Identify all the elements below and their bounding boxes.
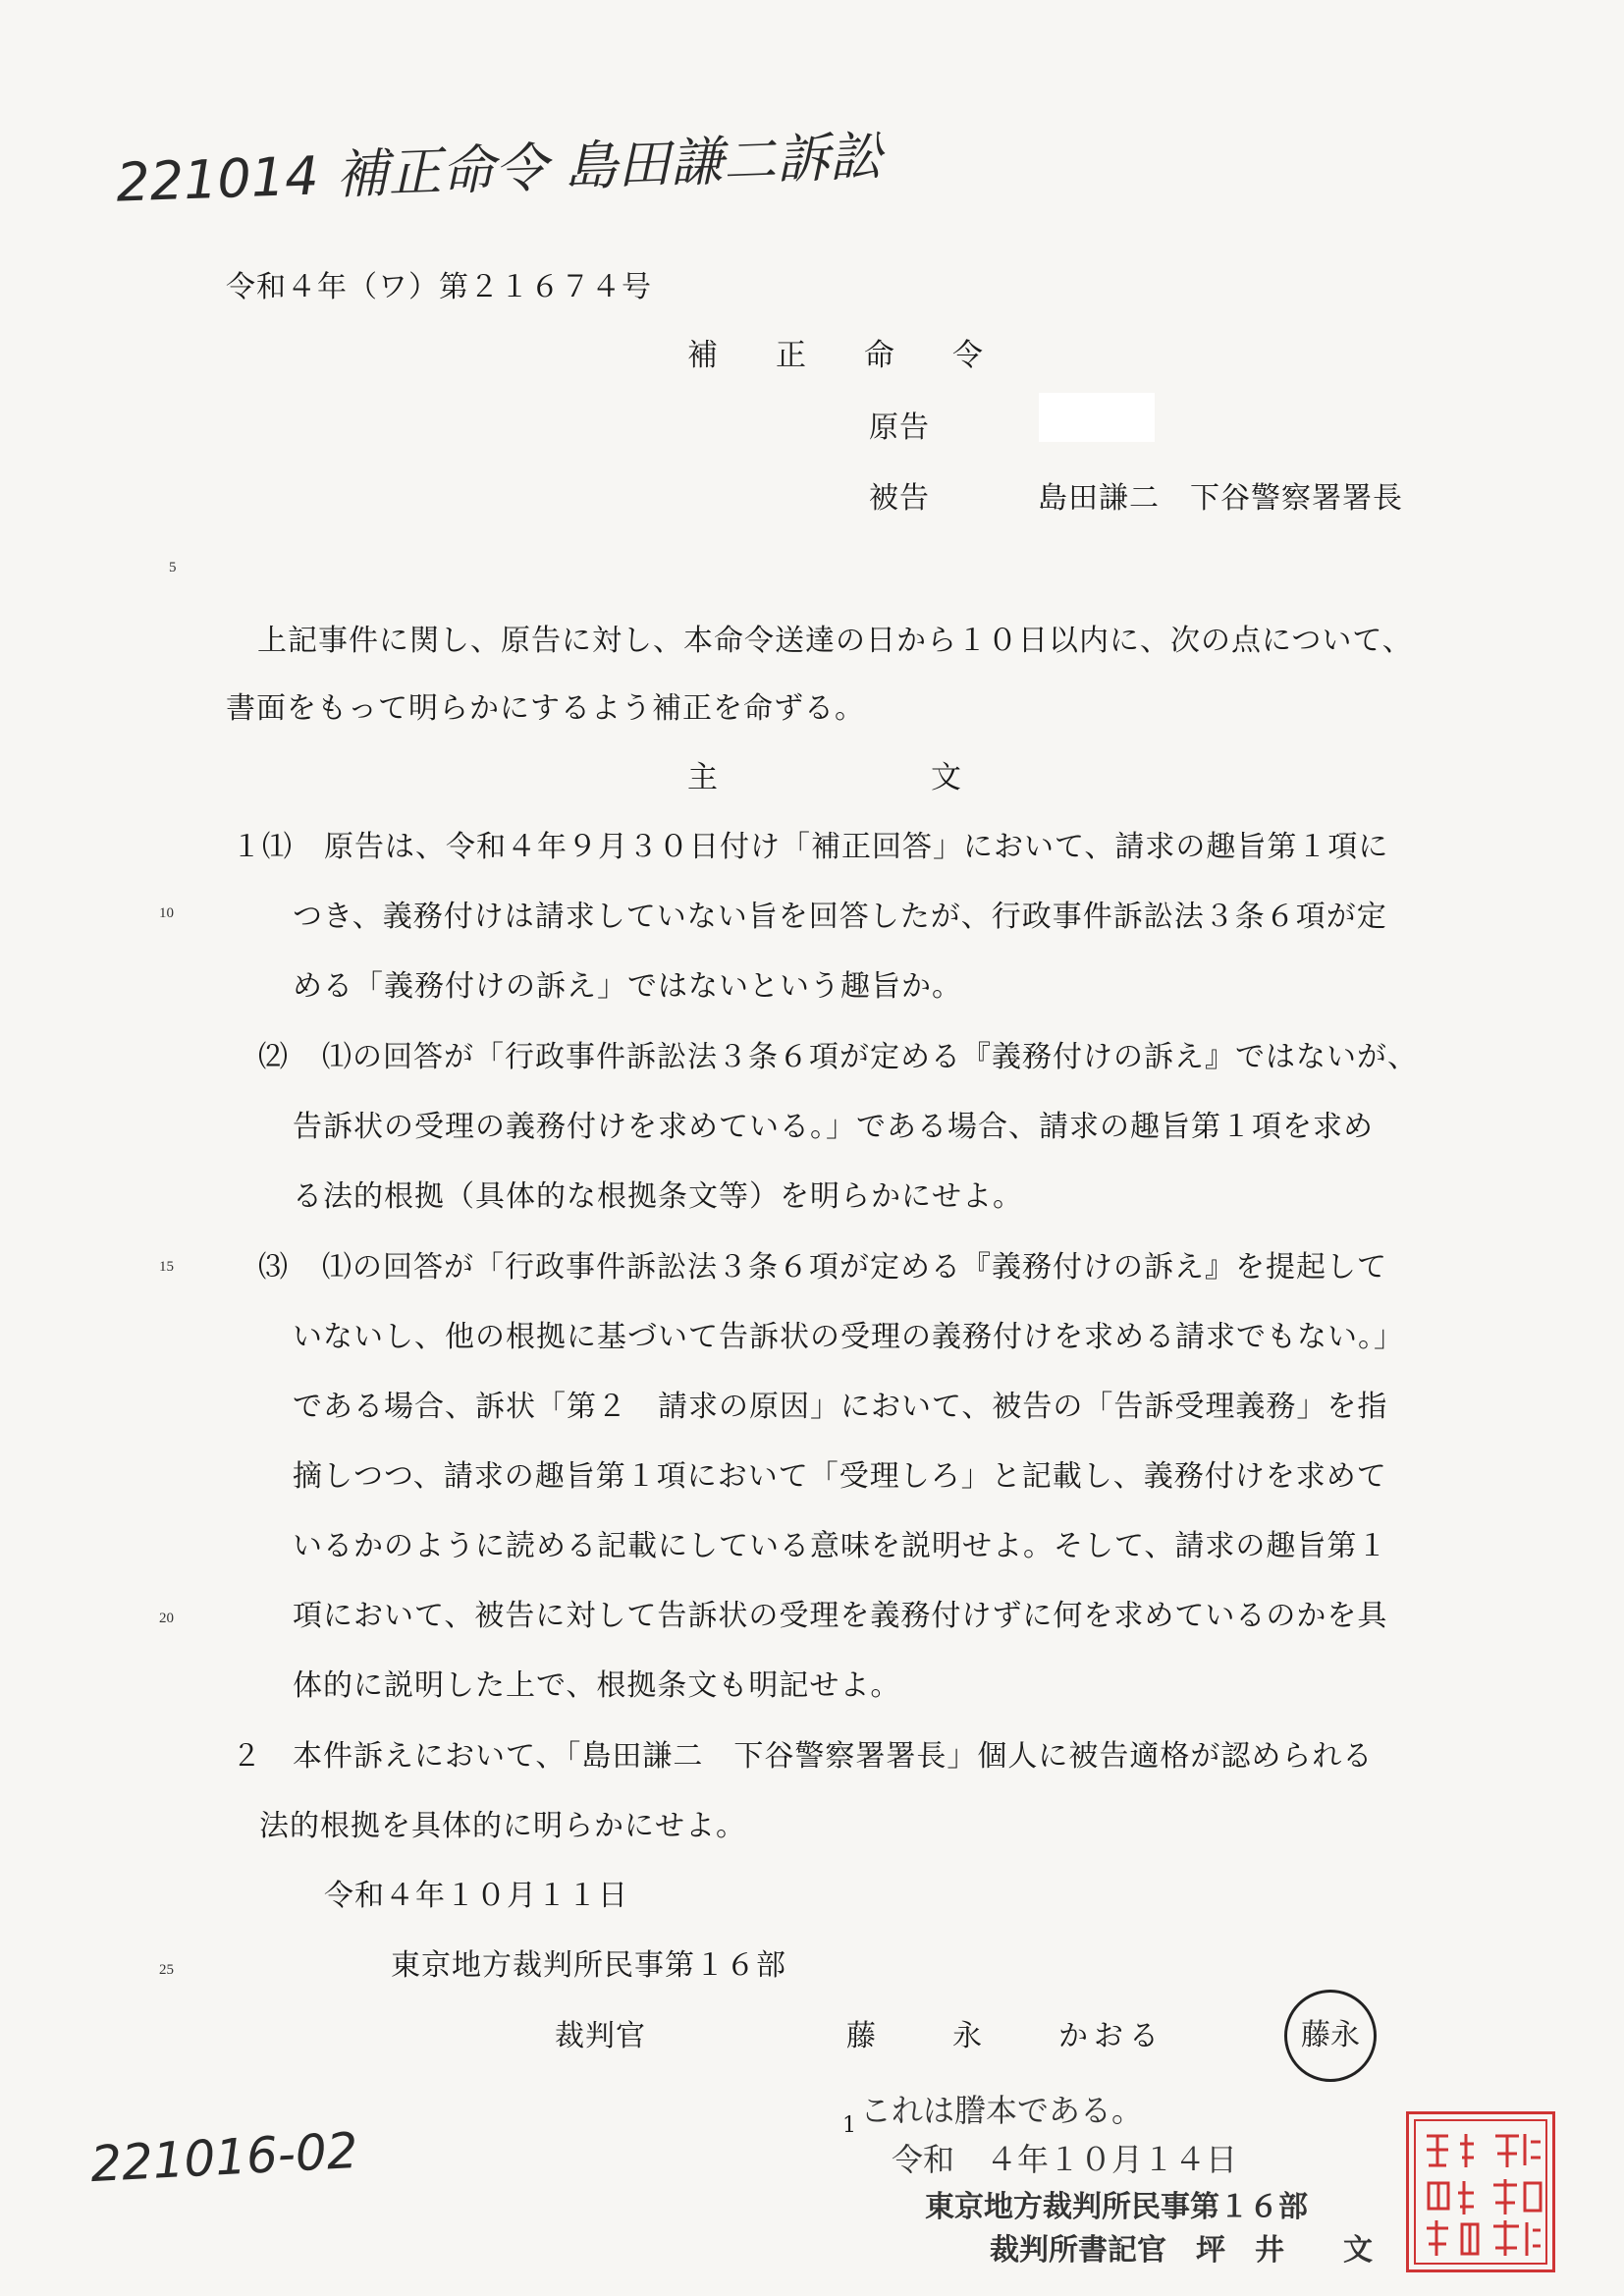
intro-line-2: 書面をもって明らかにするよう補正を命ずる。 xyxy=(226,691,865,726)
item-1-3-line-3: である場合、訴状「第２ 請求の原因」において、被告の「告訴受理義務」を指 xyxy=(293,1390,1388,1424)
court-clerk-seal xyxy=(1406,2111,1555,2272)
line-number-5: 5 xyxy=(169,560,177,575)
item-1-3-line-7: 体的に説明した上で、根拠条文も明記せよ。 xyxy=(293,1668,901,1703)
item-2-marker: ２ xyxy=(232,1739,262,1774)
defendant-label: 被告 xyxy=(869,481,930,516)
judge-seal-text: 藤永 xyxy=(1301,2018,1360,2052)
intro-line-1: 上記事件に関し、原告に対し、本命令送達の日から１０日以内に、次の点について、 xyxy=(257,624,1413,658)
item-1-3-line-2: いないし、他の根拠に基づいて告訴状の受理の義務付けを求める請求でもない。」 xyxy=(293,1320,1404,1354)
certification-clerk: 裁判所書記官 坪 井 文 xyxy=(990,2233,1373,2268)
item-1-3-line-4: 摘しつつ、請求の趣旨第１項において「受理しろ」と記載し、義務付けを求めて xyxy=(293,1459,1387,1494)
certification-date: 令和 ４年１０月１４日 xyxy=(892,2141,1238,2178)
item-2-line-2: 法的根拠を具体的に明らかにせよ。 xyxy=(259,1809,746,1843)
item-2-line-1: 本件訴えにおいて、「島田謙二 下谷警察署署長」個人に被告適格が認められる xyxy=(293,1739,1374,1774)
item-1-2-line-1: ⑴の回答が「行政事件訴訟法３条６項が定める『義務付けの訴え』ではないが、 xyxy=(322,1040,1418,1074)
line-number-25: 25 xyxy=(159,1962,174,1978)
line-number-20: 20 xyxy=(159,1611,174,1626)
plaintiff-label: 原告 xyxy=(869,410,930,445)
item-1-1-marker: １⑴ xyxy=(232,830,293,864)
item-1-3-line-6: 項において、被告に対して告訴状の受理を義務付けずに何を求めているのかを具 xyxy=(293,1599,1388,1633)
item-1-2-line-2: 告訴状の受理の義務付けを求めている。」である場合、請求の趣旨第１項を求め xyxy=(293,1110,1374,1144)
item-1-2-marker: ⑵ xyxy=(258,1040,289,1074)
item-1-1-line-1: 原告は、令和４年９月３０日付け「補正回答」において、請求の趣旨第１項に xyxy=(324,830,1389,864)
document-title: 補 正 命 令 xyxy=(687,338,997,373)
line-number-15: 15 xyxy=(159,1259,174,1275)
case-number: 令和４年（ワ）第２１６７４号 xyxy=(226,270,652,304)
item-1-1-line-3: める「義務付けの訴え」ではないという趣旨か。 xyxy=(293,969,962,1004)
line-number-10: 10 xyxy=(159,905,174,921)
order-date: 令和４年１０月１１日 xyxy=(324,1879,628,1913)
item-1-2-line-3: る法的根拠（具体的な根拠条文等）を明らかにせよ。 xyxy=(293,1179,1023,1214)
certification-statement: これは謄本である。 xyxy=(860,2092,1144,2129)
seal-pattern-icon xyxy=(1409,2114,1552,2269)
plaintiff-redaction xyxy=(1039,393,1155,442)
judge-seal xyxy=(1284,1990,1377,2082)
item-1-1-line-2: つき、義務付けは請求していない旨を回答したが、行政事件訴訟法３条６項が定 xyxy=(293,900,1387,934)
court-name: 東京地方裁判所民事第１６部 xyxy=(391,1948,786,1983)
defendant-name: 島田謙二 下谷警察署署長 xyxy=(1038,481,1403,516)
main-heading: 主 文 xyxy=(687,760,961,795)
item-1-3-line-1: ⑴の回答が「行政事件訴訟法３条６項が定める『義務付けの訴え』を提起して xyxy=(322,1250,1387,1285)
certification-court: 東京地方裁判所民事第１６部 xyxy=(925,2190,1308,2224)
handwritten-top-note: 221014 補正命令 島田謙二訴訟 xyxy=(115,125,884,214)
handwritten-bottom-note: 221016-02 xyxy=(88,2121,359,2194)
judge-name: 藤 永 かおる xyxy=(846,2019,1164,2053)
page-mark: 1 xyxy=(842,2113,856,2138)
item-1-3-marker: ⑶ xyxy=(258,1250,289,1285)
item-1-3-line-5: いるかのように読める記載にしている意味を説明せよ。そして、請求の趣旨第１ xyxy=(293,1529,1388,1563)
judge-label: 裁判官 xyxy=(555,2019,646,2053)
